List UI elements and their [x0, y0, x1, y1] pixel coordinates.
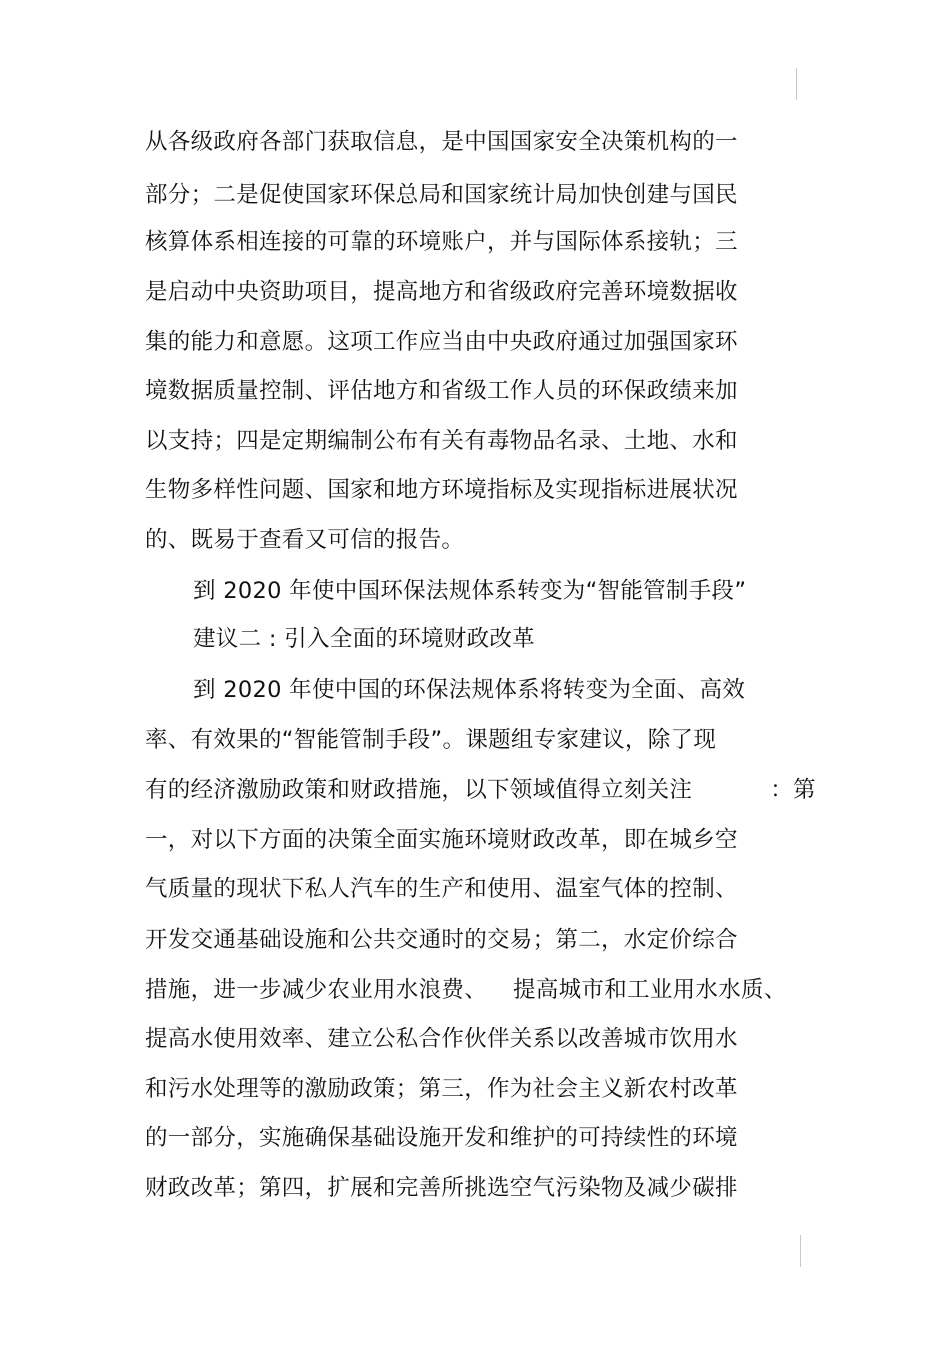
para2-line-7-tail: 提高城市和工业用水水质、: [513, 977, 787, 1003]
subheading-1: 到 2020 年使中国环保法规体系转变为“智能管制手段”: [193, 578, 747, 604]
text-line-8: 生物多样性问题、国家和地方环境指标及实现指标进展状况: [145, 477, 738, 503]
para2-line-11: 财政改革；第四，扩展和完善所挑选空气污染物及减少碳排: [145, 1175, 738, 1201]
text-line-7: 以支持；四是定期编制公布有关有毒物品名录、土地、水和: [145, 428, 738, 454]
text-line-3: 核算体系相连接的可靠的环境账户，并与国际体系接轨；三: [145, 229, 738, 255]
para2-line-10: 的一部分，实施确保基础设施开发和维护的可持续性的环境: [145, 1125, 738, 1151]
para2-line-2: 率、有效果的“智能管制手段”。课题组专家建议，除了现: [145, 727, 717, 753]
para2-line-3-text: 有的经济激励政策和财政措施，以下领域值得立刻关注: [145, 777, 693, 803]
text-line-1: 从各级政府各部门获取信息，是中国国家安全决策机构的一: [145, 129, 738, 155]
para2-line-1: 到 2020 年使中国的环保法规体系将转变为全面、高效: [193, 677, 746, 703]
text-line-5: 集的能力和意愿。这项工作应当由中央政府通过加强国家环: [145, 329, 738, 355]
text-line-6: 境数据质量控制、评估地方和省级工作人员的环保政绩来加: [145, 378, 738, 404]
para2-line-7-text: 措施，进一步减少农业用水浪费、: [145, 977, 488, 1003]
para2-line-9: 和污水处理等的激励政策；第三，作为社会主义新农村改革: [145, 1076, 738, 1102]
page-corner-mark-top: [796, 68, 797, 100]
para2-line-8: 提高水使用效率、建立公私合作伙伴关系以改善城市饮用水: [145, 1026, 738, 1052]
subheading-2: 建议二 : 引入全面的环境财政改革: [193, 626, 535, 652]
page-corner-mark-bottom: [800, 1235, 801, 1267]
text-line-2: 部分；二是促使国家环保总局和国家统计局加快创建与国民: [145, 182, 738, 208]
para2-line-4: 一，对以下方面的决策全面实施环境财政改革，即在城乡空: [145, 827, 738, 853]
para2-line-6: 开发交通基础设施和公共交通时的交易；第二，水定价综合: [145, 927, 738, 953]
text-line-9: 的、既易于查看又可信的报告。: [145, 527, 465, 553]
para2-line-3-tail: ：第: [770, 777, 816, 803]
para2-line-3: [145, 770, 816, 810]
para2-line-5: 气质量的现状下私人汽车的生产和使用、温室气体的控制、: [145, 876, 738, 902]
text-line-4: 是启动中央资助项目，提高地方和省级政府完善环境数据收: [145, 279, 738, 305]
para2-line-7: [145, 970, 787, 1010]
